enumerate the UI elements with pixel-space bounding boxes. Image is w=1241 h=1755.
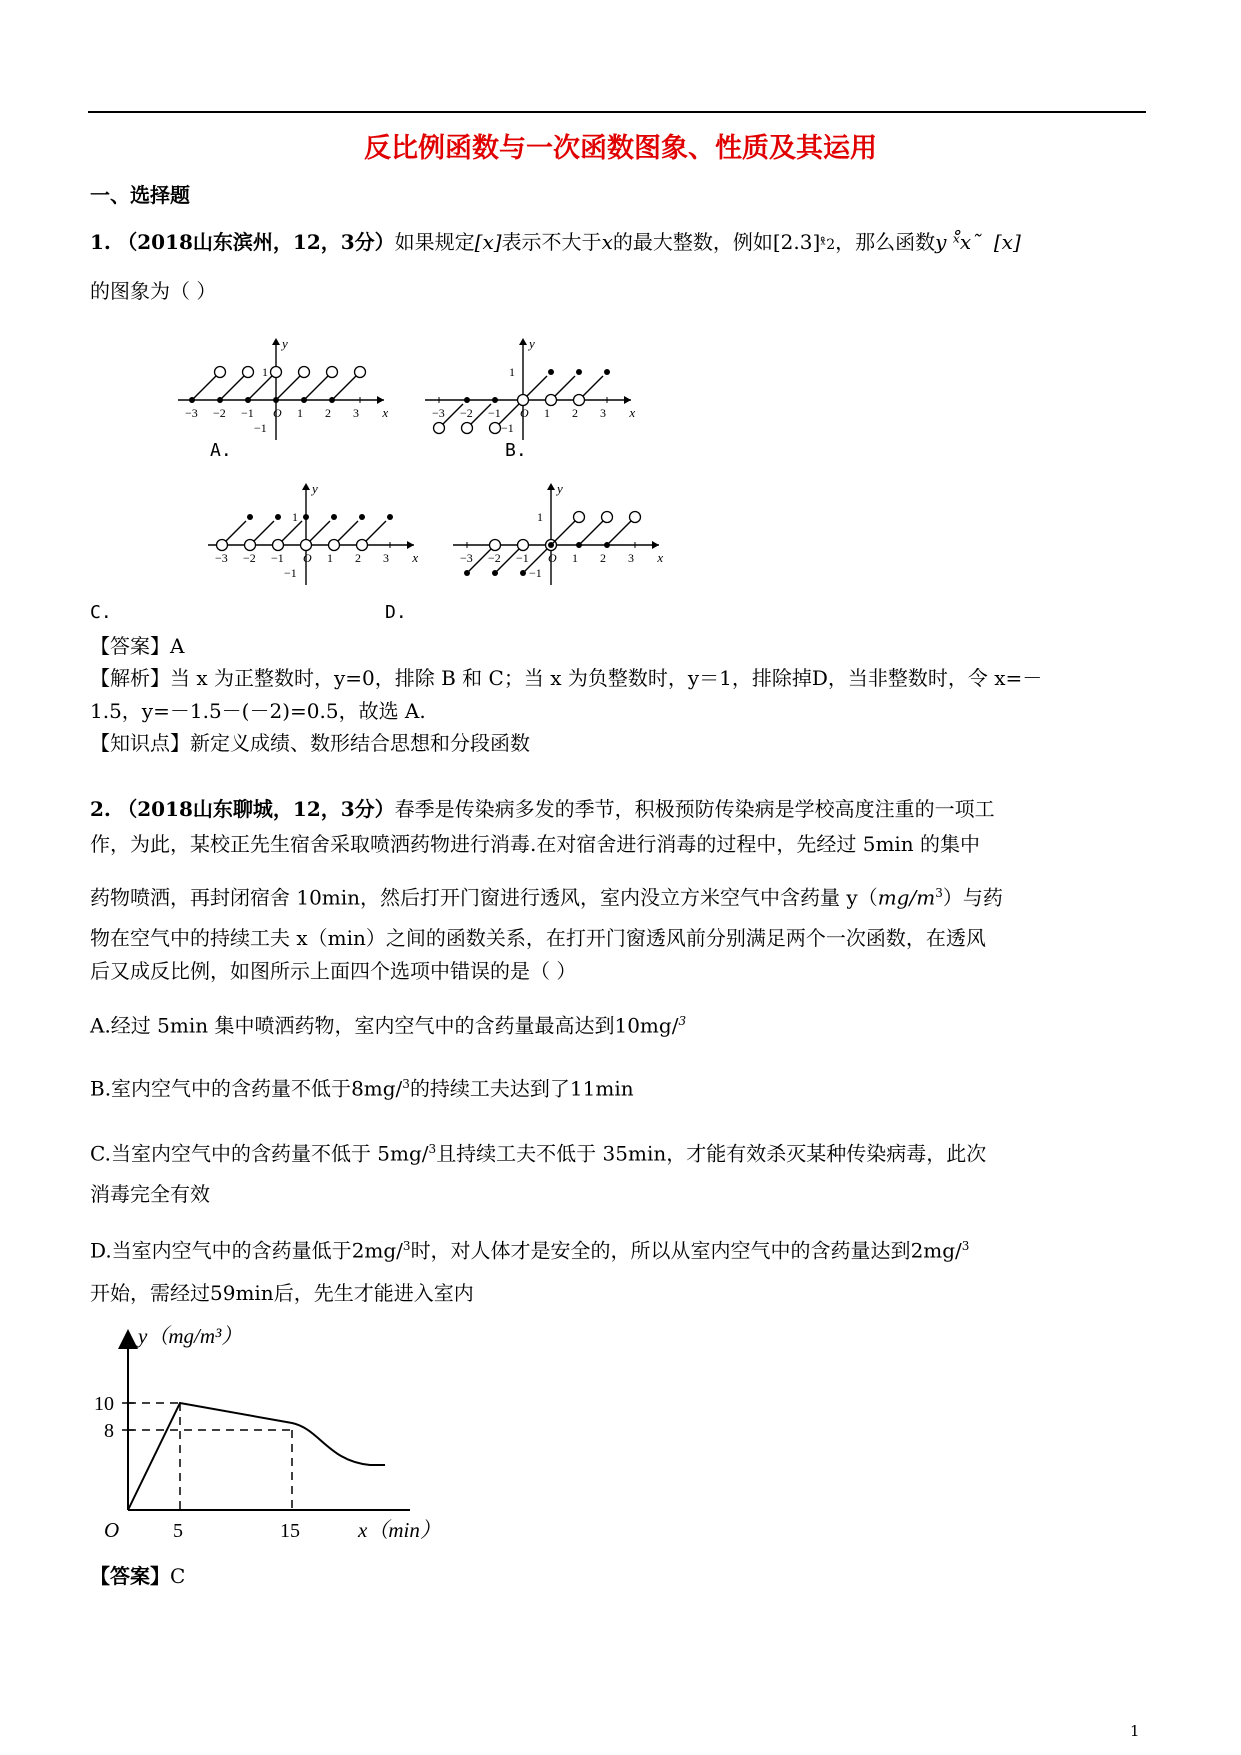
q1-graph-b-xtick-3: O (520, 406, 529, 420)
option-a-label: A. (210, 440, 232, 461)
q1-graph-c-circle-0 (217, 540, 228, 551)
q1-graph-d-dot-4 (576, 542, 582, 548)
q1-graph-d-xtick-1: −2 (488, 551, 501, 565)
q2-option-b-text: B.室内空气中的含药量不低于 (90, 1076, 352, 1101)
q1-graph-a-y-arrow (272, 338, 280, 345)
q2-origin: O (104, 1518, 120, 1542)
q1-graph-c-xtick-5: 2 (355, 551, 361, 565)
q1-graph-c-xtick-3: O (303, 551, 312, 565)
q1-graph-c-circle-4 (329, 540, 340, 551)
q1-graph-a-segment-3 (276, 376, 300, 400)
q1-graph-c-dot-0 (247, 514, 253, 520)
q1-graph-d-xtick-3: O (548, 551, 557, 565)
option-c-label: C. (90, 602, 112, 623)
q1-graph-b-xtick-1: −2 (460, 406, 473, 420)
q1-graph-d-dot-5 (604, 542, 610, 548)
q1-graph-c-y-tick-1: 1 (292, 510, 298, 524)
q1-stem-line1 (90, 228, 1021, 259)
q1-graph-c-dot-5 (387, 514, 393, 520)
q2-stem-line1 (90, 795, 995, 823)
q1-graph-b-circle-2 (490, 423, 501, 434)
q1-graph-a-y-tick-neg1: −1 (254, 421, 267, 435)
q1-source: （2018山东滨州，12，3分） (117, 230, 395, 254)
q1-graph-a-x-arrow (377, 396, 384, 404)
q1-graph-a-xtick-3: O (273, 406, 282, 420)
q2-option-d-sup: 3 (402, 1239, 411, 1253)
q1-graph-c-circle-2 (273, 540, 284, 551)
q2-source: （2018山东聊城，12，3分） (117, 797, 395, 821)
q1-graph-b-x-label: x (629, 405, 636, 420)
q1-graph-a-xtick-0: −3 (185, 406, 198, 420)
q1-number: 1. (90, 230, 111, 254)
q1-graph-b-circle-1 (462, 423, 473, 434)
q2-unit: mg/m (877, 885, 936, 910)
q1-graph-d-circle-4 (602, 512, 613, 523)
q2-stem-line2: 作，为此，某校正先生宿舍采取喷洒药物进行消毒.在对宿舍进行消毒的过程中，先经过 5min 的集中 (90, 832, 981, 856)
q1-graph-c-y-label: y (312, 481, 318, 496)
q1-graph-d-circle-1 (518, 540, 529, 551)
q1-graph-b-dot-4 (576, 369, 582, 375)
q1-graph-d-y-tick-neg1: −1 (529, 566, 542, 580)
q1-var-x: x (601, 230, 613, 254)
q2-option-b-sup: 3 (402, 1077, 410, 1091)
q1-graph-d-dot-2 (520, 570, 526, 576)
q2-answer (90, 1562, 185, 1590)
q1-graph-c-dot-1 (275, 514, 281, 520)
q1-func-rhs: [x] (993, 230, 1021, 254)
q1-graph-b-dot-3 (548, 369, 554, 375)
q1-graph-d-xtick-2: −1 (516, 551, 529, 565)
q1-graph-a-segment-2 (248, 376, 272, 400)
q1-graph-d-xtick-5: 2 (600, 551, 606, 565)
q2-curve (128, 1403, 385, 1510)
q1-text-3: 的最大整数，例如 (612, 230, 773, 254)
q2-option-c-line2: 消毒完全有效 (90, 1182, 210, 1206)
q1-graph-a-circle-4 (327, 367, 338, 378)
q1-func-lhs: y ˣ̊x˜ (935, 230, 982, 254)
q2-answer-value: C (170, 1564, 186, 1588)
q1-analysis-line2: 1.5，y=－1.5－(－2)=0.5，故选 A. (90, 699, 426, 723)
q2-ytick-10: 10 (94, 1393, 114, 1415)
q1-graph-d-dot-0 (464, 570, 470, 576)
q1-graph-b-xtick-4: 1 (544, 406, 550, 420)
q1-analysis-line1: 【解析】当 x 为正整数时，y=0，排除 B 和 C；当 x 为负整数时，y＝1，排除掉D，当非整数时，令 x=－ (90, 666, 1043, 690)
q1-graph-a-dot-2 (245, 397, 251, 403)
q1-graph-d-y-arrow (547, 483, 555, 490)
q2-number: 2. (90, 797, 111, 821)
q1-graph-a-xtick-1: −2 (213, 406, 226, 420)
q1-graph-a-y-label: y (282, 336, 288, 351)
option-d-label: D. (385, 602, 407, 623)
q2-xlabel: x（min） (358, 1518, 441, 1542)
q1-graph-c-dot-4 (359, 514, 365, 520)
q2-option-d-sup2: 3 (961, 1239, 970, 1253)
q1-graph-c-xtick-2: −1 (271, 551, 284, 565)
q1-graph-b-xtick-0: −3 (432, 406, 445, 420)
q2-ylabel: y（mg/m³） (138, 1324, 243, 1348)
q2-option-b-post: 的持续工夫达到了11min (409, 1076, 634, 1101)
q1-graph-d-circle-5 (630, 512, 641, 523)
q1-graph-b-dot-0 (464, 397, 470, 403)
q1-knowledge: 【知识点】新定义成绩、数形结合思想和分段函数 (90, 731, 530, 755)
q2-unit-sup: 3 (935, 886, 943, 900)
q1-graph-b-xtick-6: 3 (600, 406, 606, 420)
q1-graph-a-dot-5 (329, 397, 335, 403)
q1-answer: 【答案】A (90, 634, 185, 658)
q1-example: [2.3] (772, 230, 821, 254)
q1-graph-b-y-label: y (529, 336, 535, 351)
q2-option-d (90, 1232, 969, 1265)
q1-graph-b-y-tick-neg1: −1 (501, 421, 514, 435)
q1-graph-d-segment-4 (579, 521, 603, 545)
page-title: 反比例函数与一次函数图象、性质及其运用 (364, 133, 877, 164)
q1-graph-d-xtick-0: −3 (460, 551, 473, 565)
q1-example-eq: ˣ̊2 (820, 237, 836, 253)
q1-graph-c-dot-2 (303, 514, 309, 520)
q1-graph-a-dot-1 (217, 397, 223, 403)
q2-option-d-line2: 开始，需经过59min后，先生才能进入室内 (90, 1281, 474, 1305)
q1-graph-c-x-label: x (412, 550, 419, 565)
q1-graph-a-y-tick-1: 1 (262, 365, 268, 379)
q2-text-3-end: ）与药 (942, 885, 1003, 910)
q2-option-c-text: C.当室内空气中的含药量不低于 5mg/ (90, 1141, 429, 1166)
q1-graph-a-circle-5 (355, 367, 366, 378)
q2-graph (80, 1315, 460, 1545)
q1-graph-b-dot-5 (604, 369, 610, 375)
q1-graph-d-y-tick-1: 1 (537, 510, 543, 524)
q1-text-2: 表示不大于 (501, 230, 602, 254)
q1-graph-c-circle-3 (301, 540, 312, 551)
q1-text-4: ，那么函数 (835, 230, 936, 254)
q1-graph-d-circle-0 (490, 540, 501, 551)
header-rule (88, 111, 1146, 113)
q1-graph-d-circle-3 (574, 512, 585, 523)
q1-graph-d-xtick-4: 1 (572, 551, 578, 565)
q2-answer-label: 【答案】 (90, 1564, 170, 1588)
q2-option-d-value2: 2mg/ (910, 1238, 962, 1263)
q1-graph-c-dot-3 (331, 514, 337, 520)
q2-text-3: 药物喷洒，再封闭宿舍 10min，然后打开门窗进行透风，室内没立方米空气中含药量 y（ (90, 885, 878, 910)
q1-graph-a-segment-5 (332, 376, 356, 400)
q1-graph-b-y-tick-1: 1 (509, 365, 515, 379)
q1-graph-b-circle-4 (546, 395, 557, 406)
q1-graph-d-y-label: y (557, 481, 563, 496)
q1-graph-c-xtick-4: 1 (327, 551, 333, 565)
q2-option-b (90, 1070, 634, 1103)
q2-stem-line5: 后又成反比例，如图所示上面四个选项中错误的是（ ） (90, 959, 577, 983)
q1-stem-line2: 的图象为（ ） (90, 279, 217, 303)
q2-option-a-value: 10mg/ (614, 1013, 679, 1038)
q2-stem-line3 (90, 879, 1003, 912)
q1-bracket-x: [x] (474, 230, 502, 254)
q1-graph-d-segment-5 (607, 521, 631, 545)
q1-graph-a-segment-0 (192, 376, 216, 400)
q2-text-1: 春季是传染病多发的季节，积极预防传染病是学校高度注重的一项工 (394, 797, 995, 821)
q1-graph-c-x-arrow (407, 541, 414, 549)
q1-graph-d-xtick-6: 3 (628, 551, 634, 565)
q1-graph-a-circle-2 (271, 367, 282, 378)
q1-graph-c-circle-5 (357, 540, 368, 551)
q1-graph-b-circle-3 (518, 395, 529, 406)
q2-option-c (90, 1135, 986, 1168)
q1-graph-a-dot-3 (273, 397, 279, 403)
q2-ytick-8: 8 (104, 1420, 114, 1442)
q1-graph-d-segment-3 (551, 521, 575, 545)
q1-graph-d-x-label: x (657, 550, 664, 565)
q1-graph-b-circle-5 (574, 395, 585, 406)
q1-graph-d-dot-3 (548, 542, 554, 548)
q2-option-d-value: 2mg/ (351, 1238, 403, 1263)
q2-option-d-mid: 时，对人体才是安全的，所以从室内空气中的含药量达到 (410, 1238, 911, 1263)
q2-xtick-15: 15 (280, 1520, 300, 1542)
q2-stem-line4: 物在空气中的持续工夫 x（min）之间的函数关系，在打开门窗透风前分别满足两个一次函数，在透风 (90, 926, 986, 950)
q1-graph-a-segment-4 (304, 376, 328, 400)
q1-graph-a-dot-0 (189, 397, 195, 403)
q1-graph-a-dot-4 (301, 397, 307, 403)
q1-graph-b-dot-1 (492, 397, 498, 403)
q2-option-b-value: 8mg/ (351, 1076, 403, 1101)
q1-graph-c-y-arrow (302, 483, 310, 490)
q1-graph-a-xtick-5: 2 (325, 406, 331, 420)
q1-graph-b-y-arrow (519, 338, 527, 345)
q1-graph-b-xtick-2: −1 (488, 406, 501, 420)
q2-option-a-sup: 3 (678, 1014, 687, 1028)
section-heading: 一、选择题 (90, 183, 190, 207)
q1-graph-c-xtick-0: −3 (215, 551, 228, 565)
q2-option-c-post: 且持续工夫不低于 35min，才能有效杀灭某种传染病毒，此次 (436, 1141, 987, 1166)
q1-graph-a-xtick-4: 1 (297, 406, 303, 420)
q2-xtick-5: 5 (173, 1520, 183, 1542)
q1-graph-d-x-arrow (652, 541, 659, 549)
q1-graph-a-xtick-6: 3 (353, 406, 359, 420)
q1-graph-c-circle-1 (245, 540, 256, 551)
q1-text-1: 如果规定 (394, 230, 475, 254)
q1-graph-a-circle-1 (243, 367, 254, 378)
q1-graph-a-xtick-2: −1 (241, 406, 254, 420)
page-number: 1 (1130, 1722, 1140, 1740)
q2-option-a-text: A.经过 5min 集中喷洒药物，室内空气中的含药量最高达到 (90, 1013, 615, 1038)
q1-graph-c-xtick-1: −2 (243, 551, 256, 565)
q2-option-d-text: D.当室内空气中的含药量低于 (90, 1238, 352, 1263)
q1-graph-d-dot-1 (492, 570, 498, 576)
q1-graph-a-segment-1 (220, 376, 244, 400)
q2-option-c-sup: 3 (428, 1142, 437, 1156)
q1-graph-b-circle-0 (434, 423, 445, 434)
option-b-label: B. (505, 440, 527, 461)
q1-graph-a-circle-3 (299, 367, 310, 378)
q1-graph-a-circle-0 (215, 367, 226, 378)
q1-graph-c-xtick-6: 3 (383, 551, 389, 565)
q1-graph-a-x-label: x (382, 405, 389, 420)
q1-option-graphs (80, 305, 664, 635)
q1-graph-b-x-arrow (624, 396, 631, 404)
q1-graph-b-xtick-5: 2 (572, 406, 578, 420)
q1-graph-c-y-tick-neg1: −1 (284, 566, 297, 580)
q2-option-a (90, 1007, 686, 1040)
